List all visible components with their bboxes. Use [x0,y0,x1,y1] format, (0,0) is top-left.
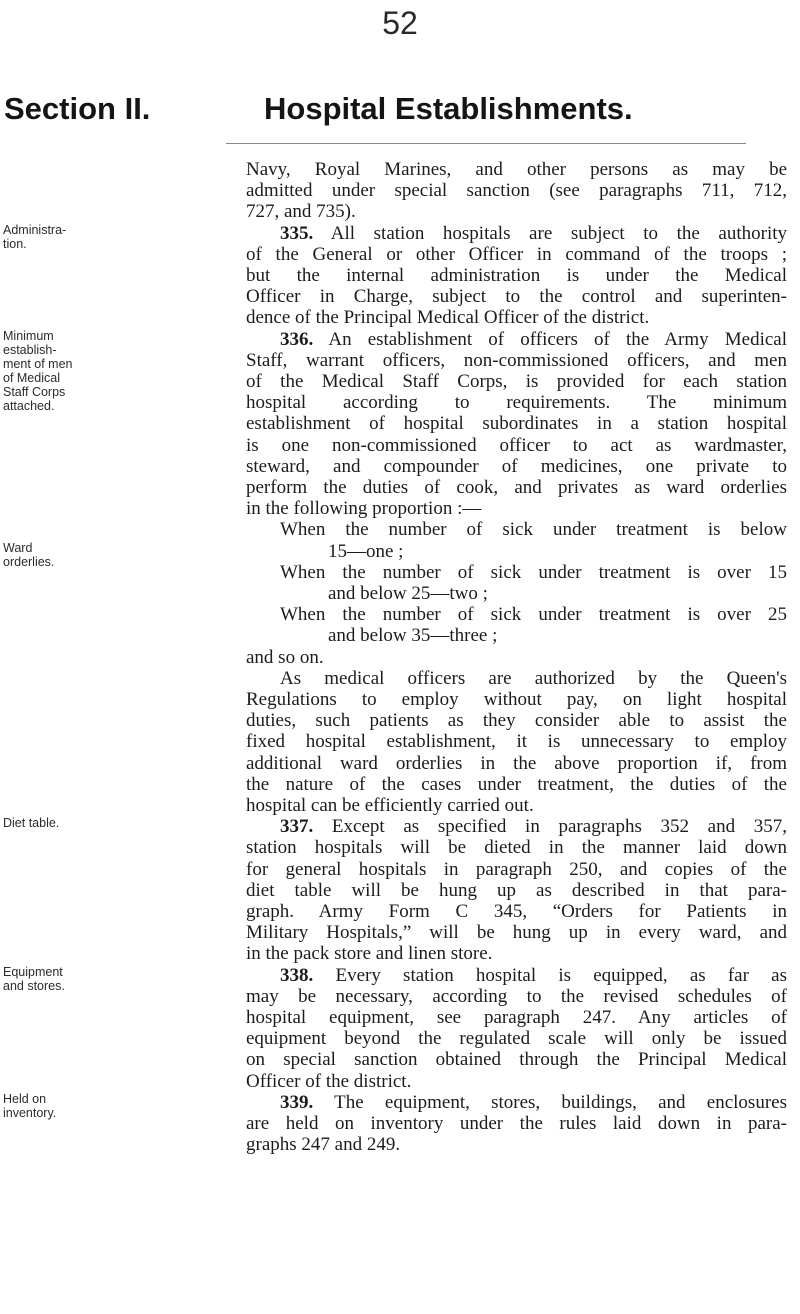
body-line: Officer in Charge, subject to the control and superinten- [246,286,787,308]
margin-note-inventory: Held on [3,1091,47,1106]
body-line: Officer of the district. [246,1070,412,1092]
body-line: station hospitals will be dieted in the manner laid down [246,837,787,859]
body-line: diet table will be hung up as described in that para- [246,879,787,901]
body-line: 727, and 735). [246,201,356,223]
body-line: fixed hospital establishment, it is unnecessary to employ [246,731,787,753]
body-line: Regulations to employ without pay, on light hospital [246,689,787,710]
body-line: additional ward orderlies in the above proportion if, from [246,752,787,774]
body-line: steward, and compounder of medicines, one private to [246,455,787,477]
margin-note-equipment: and stores. [3,978,65,993]
body-line: When the number of sick under treatment is over 25 [280,604,787,626]
margin-note-diet-table: Diet table. [3,816,60,831]
paragraph-number: 339. [280,1091,314,1113]
margin-note-equipment: Equipment [3,964,63,979]
paragraph-336 [280,329,787,350]
margin-note-minimum-establishment: establish- [3,342,57,357]
body-line: and below 25—two ; [328,583,488,604]
margin-note-minimum-establishment: of Medical [3,370,60,385]
paragraph-number: 337. [280,816,314,838]
body-line: graph. Army Form C 345, “Orders for Patients in [246,901,787,922]
body-line: in the following proportion :— [246,498,482,520]
body-line: of the Medical Staff Corps, is provided for each station [246,371,787,392]
body-line: and so on. [246,646,324,668]
body-line: As medical officers are authorized by the Queen's [280,667,787,689]
section-label: Section II. [4,91,151,126]
body-line: When the number of sick under treatment is over 15 [280,561,787,583]
body-line: the nature of the cases under treatment, the duties of the [246,773,787,795]
margin-note-administration: Administra- [3,222,67,237]
body-line: in the pack store and linen store. [246,943,493,965]
margin-note-minimum-establishment: attached. [3,398,55,413]
margin-note-administration: tion. [3,236,27,251]
body-line: but the internal administration is under the Medical [246,265,787,286]
header-rule [226,143,746,144]
paragraph-338 [280,965,787,986]
paragraph-number: 336. [280,328,314,350]
body-text: An establishment of officers of the Army Medical [328,328,788,350]
body-line: graphs 247 and 249. [246,1134,401,1156]
body-line: perform the duties of cook, and privates as ward orderlies [246,477,787,498]
margin-note-ward-orderlies: orderlies. [3,554,55,569]
body-line: on special sanction obtained through the Principal Medical [246,1049,787,1071]
body-line: hospital can be efficiently carried out. [246,795,534,816]
margin-note-inventory: inventory. [3,1105,57,1120]
body-text: The equipment, stores, buildings, and enclosures [334,1091,787,1113]
body-line: is one non-commissioned officer to act as wardmaster, [246,434,787,456]
body-line: are held on inventory under the rules laid down in para- [246,1113,787,1134]
body-text: All station hospitals are subject to the authority [330,222,787,244]
paragraph-number: 335. [280,222,314,244]
body-line: Military Hospitals,” will be hung up in every ward, and [246,922,787,944]
body-line: Staff, warrant officers, non-commissioned officers, and men [246,349,787,371]
body-line: hospital equipment, see paragraph 247. Any articles of [246,1007,787,1028]
body-text: Except as specified in paragraphs 352 and 357, [331,816,788,838]
paragraph-337 [280,816,787,837]
body-line: equipment beyond the regulated scale will only be issued [246,1028,787,1050]
margin-note-ward-orderlies: Ward [3,540,33,555]
body-line: hospital according to requirements. The minimum [246,392,787,414]
body-line: 15—one ; [328,540,404,562]
paragraph-number: 338. [280,964,314,986]
body-line: of the General or other Officer in command of the troops ; [246,243,787,265]
page-number: 52 [382,5,418,41]
body-text: Every station hospital is equipped, as far as [335,964,787,986]
paragraph-335 [280,223,787,244]
body-line: may be necessary, according to the revised schedules of [246,985,787,1007]
body-line: admitted under special sanction (see paragraphs 711, 712, [246,180,787,202]
body-line: for general hospitals in paragraph 250, and copies of the [246,858,787,880]
body-line: dence of the Principal Medical Officer of the district. [246,307,650,329]
body-line: When the number of sick under treatment is below [280,519,787,541]
body-line: Navy, Royal Marines, and other persons as may be [246,159,787,180]
margin-note-minimum-establishment: Staff Corps [3,384,66,399]
paragraph-339 [280,1092,787,1113]
margin-note-minimum-establishment: ment of men [3,356,73,371]
body-line: establishment of hospital subordinates in a station hospital [246,413,787,435]
margin-note-minimum-establishment: Minimum [3,328,54,343]
body-line: duties, such patients as they consider able to assist the [246,710,787,732]
body-line: and below 35—three ; [328,625,498,647]
chapter-title: Hospital Establishments. [264,91,633,126]
